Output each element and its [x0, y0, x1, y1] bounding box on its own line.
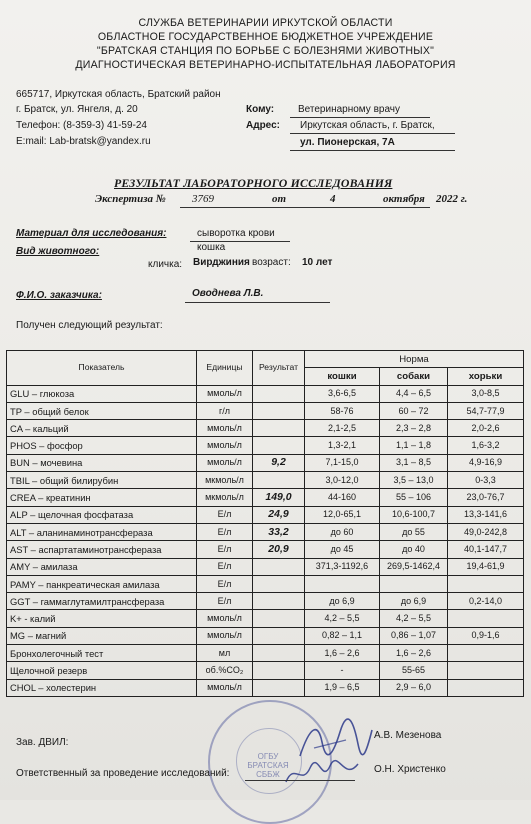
result-cell	[253, 645, 305, 662]
responsible-name: О.Н. Христенко	[374, 764, 446, 775]
nickname-label: кличка:	[148, 259, 183, 270]
exam-label: Экспертиза №	[95, 193, 166, 205]
sender-phone: Телефон: (8-359-3) 41-59-24	[16, 120, 147, 131]
norm-dogs-cell: 2,9 – 6,0	[380, 679, 448, 696]
norm-dogs-cell: 1,6 – 2,6	[380, 645, 448, 662]
norm-cats-cell: 44-160	[305, 489, 380, 506]
responsible-signature	[282, 756, 362, 792]
result-cell	[253, 385, 305, 402]
norm-dogs-cell: 0,86 – 1,07	[380, 627, 448, 644]
indicator-cell: Бронхолегочный тест	[7, 645, 197, 662]
result-cell	[253, 420, 305, 437]
norm-cats-cell: 1,6 – 2,6	[305, 645, 380, 662]
header-institution-name: "БРАТСКАЯ СТАНЦИЯ ПО БОРЬБЕ С БОЛЕЗНЯМИ ЖИВОТНЫХ"	[96, 45, 435, 57]
table-row	[7, 472, 524, 489]
unit-cell: ммоль/л	[197, 385, 253, 402]
nickname-value: Вирджиния	[193, 257, 250, 268]
unit-cell: ммоль/л	[197, 437, 253, 454]
norm-cats-cell: до 6,9	[305, 593, 380, 610]
norm-cats-cell: 12,0-65,1	[305, 506, 380, 523]
norm-dogs-cell: 4,2 – 5,5	[380, 610, 448, 627]
result-cell	[253, 472, 305, 489]
unit-cell: г/л	[197, 402, 253, 419]
header-norm: Норма	[305, 351, 524, 368]
norm-dogs-cell: 4,4 – 6,5	[380, 385, 448, 402]
table-row	[7, 420, 524, 437]
unit-cell: ммоль/л	[197, 679, 253, 696]
norm-ferrets-cell: 0,2-14,0	[448, 593, 524, 610]
unit-cell: Е/л	[197, 575, 253, 592]
header-cats: кошки	[305, 368, 380, 385]
received-text: Получен следующий результат:	[16, 320, 163, 331]
table-row	[7, 489, 524, 506]
table-row	[7, 523, 524, 540]
norm-cats-cell: 7,1-15,0	[305, 454, 380, 471]
norm-ferrets-cell	[448, 610, 524, 627]
customer-underline	[185, 302, 330, 303]
norm-ferrets-cell: 49,0-242,8	[448, 523, 524, 540]
age-label: возраст:	[252, 257, 291, 268]
indicator-cell: ALP – щелочная фосфатаза	[7, 506, 197, 523]
material-label: Материал для исследования:	[16, 228, 167, 239]
header-result: Результат	[253, 351, 305, 386]
unit-cell: ммоль/л	[197, 454, 253, 471]
seal-text: ОГБУ БРАТСКАЯ СББЖ	[247, 752, 289, 779]
norm-dogs-cell: 269,5-1462,4	[380, 558, 448, 575]
indicator-cell: Щелочной резерв	[7, 662, 197, 679]
age-value: 10 лет	[302, 257, 333, 268]
norm-dogs-cell: 1,1 – 1,8	[380, 437, 448, 454]
table-row	[7, 541, 524, 558]
material-value: сыворотка крови	[197, 228, 275, 239]
header-units: Единицы	[197, 351, 253, 386]
indicator-cell: AST – аспартатаминотрансфераза	[7, 541, 197, 558]
unit-cell: Е/л	[197, 541, 253, 558]
norm-dogs-cell	[380, 575, 448, 592]
sender-address-2: г. Братск, ул. Янгеля, д. 20	[16, 104, 138, 115]
head-label: Зав. ДВИЛ:	[16, 737, 69, 748]
norm-dogs-cell: 10,6-100,7	[380, 506, 448, 523]
norm-dogs-cell: 2,3 – 2,8	[380, 420, 448, 437]
table-row	[7, 645, 524, 662]
indicator-cell: PHOS – фосфор	[7, 437, 197, 454]
animal-value: кошка	[197, 242, 226, 253]
indicator-cell: BUN – мочевина	[7, 454, 197, 471]
norm-cats-cell: 1,9 – 6,5	[305, 679, 380, 696]
recipient-to-value: Ветеринарному врачу	[298, 104, 400, 115]
norm-ferrets-cell	[448, 662, 524, 679]
table-row	[7, 593, 524, 610]
table-row	[7, 679, 524, 696]
results-body	[7, 385, 524, 696]
norm-ferrets-cell	[448, 575, 524, 592]
table-header-row	[7, 351, 524, 368]
exam-year: 2022 г.	[436, 193, 468, 205]
result-cell: 9,2	[253, 454, 305, 471]
table-row	[7, 506, 524, 523]
result-cell	[253, 610, 305, 627]
result-cell	[253, 575, 305, 592]
norm-cats-cell	[305, 575, 380, 592]
table-row	[7, 402, 524, 419]
document-title: РЕЗУЛЬТАТ ЛАБОРАТОРНОГО ИССЛЕДОВАНИЯ	[114, 176, 393, 190]
norm-ferrets-cell: 0,9-1,6	[448, 627, 524, 644]
result-cell	[253, 627, 305, 644]
unit-cell: мкмоль/л	[197, 489, 253, 506]
norm-cats-cell: 1,3-2,1	[305, 437, 380, 454]
table-row	[7, 558, 524, 575]
norm-cats-cell: 3,0-12,0	[305, 472, 380, 489]
indicator-cell: CREA – креатинин	[7, 489, 197, 506]
norm-dogs-cell: до 40	[380, 541, 448, 558]
result-cell	[253, 593, 305, 610]
norm-cats-cell: до 60	[305, 523, 380, 540]
indicator-cell: GGT – гаммаглутамилтрансфераза	[7, 593, 197, 610]
header-institution-type: ОБЛАСТНОЕ ГОСУДАРСТВЕННОЕ БЮДЖЕТНОЕ УЧРЕЖДЕНИЕ	[97, 31, 434, 43]
result-cell: 24,9	[253, 506, 305, 523]
norm-ferrets-cell	[448, 679, 524, 696]
recipient-address-value-1: Иркутская область, г. Братск,	[300, 120, 435, 131]
header-ferrets: хорьки	[448, 368, 524, 385]
table-row	[7, 610, 524, 627]
recipient-to-label: Кому:	[246, 104, 275, 115]
recipient-address-underline-2	[290, 150, 455, 151]
norm-dogs-cell: 3,5 – 13,0	[380, 472, 448, 489]
sender-address-1: 665717, Иркутская область, Братский район	[16, 89, 221, 100]
result-cell: 149,0	[253, 489, 305, 506]
head-name: А.В. Мезенова	[374, 730, 442, 741]
result-cell	[253, 437, 305, 454]
result-cell: 33,2	[253, 523, 305, 540]
results-table	[6, 350, 524, 697]
indicator-cell: TBIL – общий билирубин	[7, 472, 197, 489]
recipient-address-underline-1	[290, 133, 455, 134]
norm-cats-cell: 0,82 – 1,1	[305, 627, 380, 644]
norm-cats-cell: 371,3-1192,6	[305, 558, 380, 575]
indicator-cell: MG – магний	[7, 627, 197, 644]
norm-dogs-cell: до 55	[380, 523, 448, 540]
norm-ferrets-cell: 2,0-2,6	[448, 420, 524, 437]
norm-dogs-cell: 3,1 – 8,5	[380, 454, 448, 471]
result-cell: 20,9	[253, 541, 305, 558]
norm-dogs-cell: 60 – 72	[380, 402, 448, 419]
exam-date-from: от	[272, 193, 287, 205]
norm-ferrets-cell: 13,3-141,6	[448, 506, 524, 523]
indicator-cell: GLU – глюкоза	[7, 385, 197, 402]
responsible-signature-line	[245, 780, 355, 781]
indicator-cell: CA – кальций	[7, 420, 197, 437]
norm-ferrets-cell: 23,0-76,7	[448, 489, 524, 506]
norm-dogs-cell: до 6,9	[380, 593, 448, 610]
norm-dogs-cell: 55 – 106	[380, 489, 448, 506]
norm-cats-cell: 3,6-6,5	[305, 385, 380, 402]
exam-number: 3769	[192, 193, 214, 205]
recipient-address-value-2: ул. Пионерская, 7А	[300, 137, 395, 148]
unit-cell: ммоль/л	[197, 420, 253, 437]
unit-cell: Е/л	[197, 506, 253, 523]
table-row	[7, 437, 524, 454]
norm-cats-cell: 4,2 – 5,5	[305, 610, 380, 627]
norm-ferrets-cell: 4,9-16,9	[448, 454, 524, 471]
table-row	[7, 575, 524, 592]
customer-name: Оводнева Л.В.	[192, 288, 264, 299]
indicator-cell: PAMY – панкреатическая амилаза	[7, 575, 197, 592]
result-cell	[253, 402, 305, 419]
indicator-cell: CHOL – холестерин	[7, 679, 197, 696]
unit-cell: Е/л	[197, 558, 253, 575]
header-dogs: собаки	[380, 368, 448, 385]
unit-cell: ммоль/л	[197, 610, 253, 627]
table-row	[7, 627, 524, 644]
table-row	[7, 385, 524, 402]
indicator-cell: AMY – амилаза	[7, 558, 197, 575]
norm-ferrets-cell: 19,4-61,9	[448, 558, 524, 575]
exam-day: 4	[330, 193, 336, 205]
norm-ferrets-cell: 1,6-3,2	[448, 437, 524, 454]
unit-cell: мкмоль/л	[197, 472, 253, 489]
norm-dogs-cell: 55-65	[380, 662, 448, 679]
header-indicator: Показатель	[7, 351, 197, 386]
responsible-label: Ответственный за проведение исследований:	[16, 768, 230, 779]
norm-cats-cell: 58-76	[305, 402, 380, 419]
animal-label: Вид животного:	[16, 246, 100, 257]
norm-ferrets-cell	[448, 645, 524, 662]
norm-cats-cell: 2,1-2,5	[305, 420, 380, 437]
norm-cats-cell: до 45	[305, 541, 380, 558]
unit-cell: об.%CO₂	[197, 662, 253, 679]
table-row	[7, 662, 524, 679]
result-cell	[253, 558, 305, 575]
unit-cell: Е/л	[197, 593, 253, 610]
norm-ferrets-cell: 0-3,3	[448, 472, 524, 489]
indicator-cell: ALT – аланинаминотрансфераза	[7, 523, 197, 540]
recipient-to-underline	[290, 117, 430, 118]
exam-month: октября	[383, 193, 425, 205]
norm-ferrets-cell: 40,1-147,7	[448, 541, 524, 558]
norm-cats-cell: -	[305, 662, 380, 679]
indicator-cell: K+ - калий	[7, 610, 197, 627]
result-cell	[253, 679, 305, 696]
customer-label: Ф.И.О. заказчика:	[16, 290, 102, 301]
norm-ferrets-cell: 54,7-77,9	[448, 402, 524, 419]
recipient-address-label: Адрес:	[246, 120, 280, 131]
result-cell	[253, 662, 305, 679]
indicator-cell: TP – общий белок	[7, 402, 197, 419]
norm-ferrets-cell: 3,0-8,5	[448, 385, 524, 402]
exam-underline	[180, 207, 430, 208]
unit-cell: ммоль/л	[197, 627, 253, 644]
unit-cell: Е/л	[197, 523, 253, 540]
unit-cell: мл	[197, 645, 253, 662]
table-row	[7, 454, 524, 471]
header-service: СЛУЖБА ВЕТЕРИНАРИИ ИРКУТСКОЙ ОБЛАСТИ	[138, 17, 393, 29]
header-laboratory: ДИАГНОСТИЧЕСКАЯ ВЕТЕРИНАРНО-ИСПЫТАТЕЛЬНАЯ ЛАБОРАТОРИЯ	[75, 59, 456, 71]
sender-email: E:mail: Lab-bratsk@yandex.ru	[16, 136, 151, 147]
